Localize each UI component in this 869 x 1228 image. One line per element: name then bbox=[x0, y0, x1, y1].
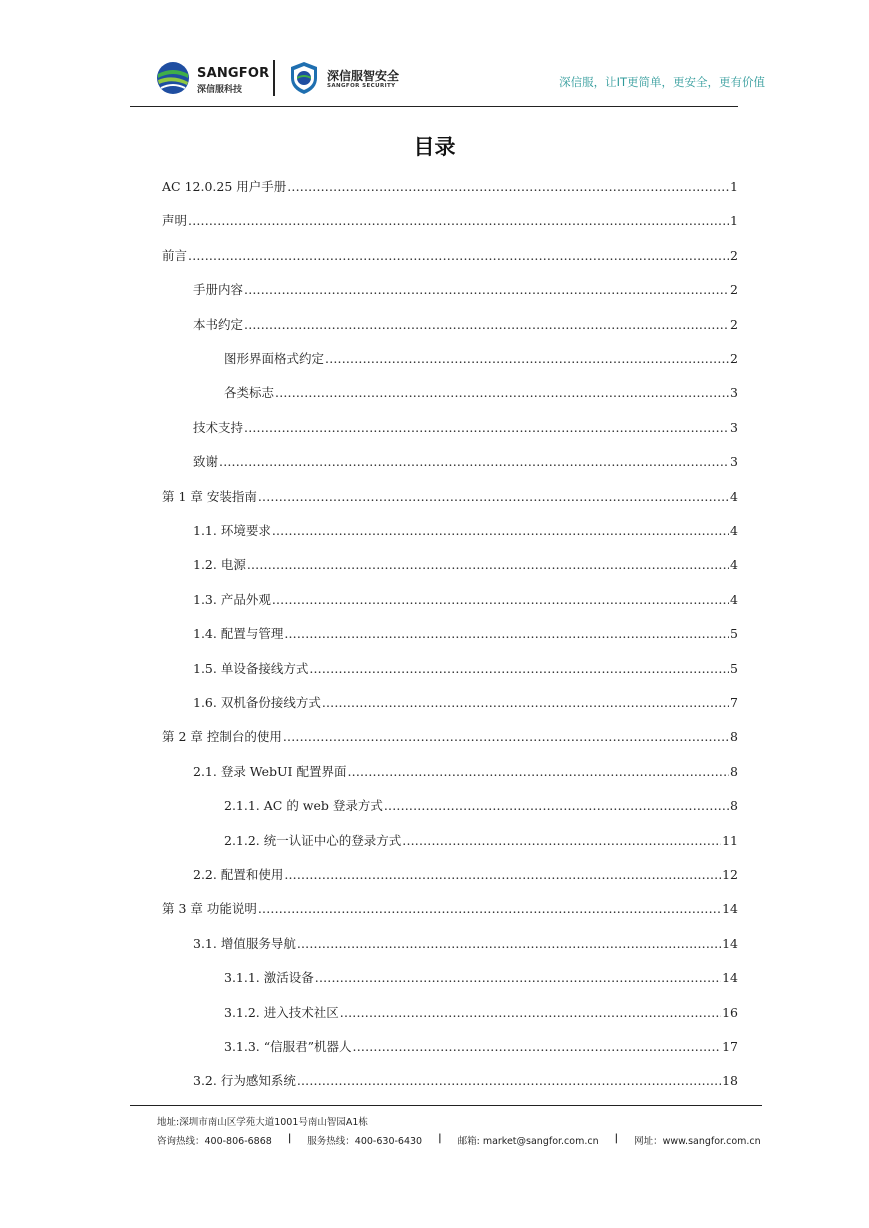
toc-entry[interactable] bbox=[193, 418, 738, 438]
toc-entry[interactable] bbox=[224, 1003, 738, 1023]
toc-page-number: 4 bbox=[730, 557, 738, 573]
toc-entry-title: 技术支持 bbox=[193, 419, 244, 435]
toc-page-number: 1 bbox=[730, 213, 738, 229]
footer-address: 地址:深圳市南山区学苑大道1001号南山智园A1栋 bbox=[157, 1117, 368, 1128]
sangfor-logo-icon bbox=[155, 60, 191, 96]
toc-entry-title: 第 3 章 功能说明 bbox=[162, 901, 257, 917]
security-brand-cn: 深信服智安全 bbox=[327, 69, 400, 83]
header-divider bbox=[273, 60, 275, 96]
toc-dot-leader bbox=[322, 695, 729, 710]
toc-page-number: 8 bbox=[730, 763, 738, 779]
security-brand-en: SANGFOR SECURITY bbox=[327, 83, 396, 89]
toc-dot-leader bbox=[247, 557, 729, 572]
footer-separator: | bbox=[438, 1133, 442, 1144]
footer-separator: | bbox=[287, 1133, 292, 1144]
toc-dot-leader bbox=[244, 317, 729, 332]
toc-page-number: 3 bbox=[730, 385, 738, 401]
toc-entry[interactable] bbox=[224, 796, 738, 816]
toc-entry-title: 致谢 bbox=[193, 454, 219, 470]
toc-entry[interactable] bbox=[193, 659, 738, 679]
toc-entry[interactable] bbox=[193, 934, 738, 954]
toc-page-number: 2 bbox=[730, 351, 738, 366]
toc-dot-leader bbox=[340, 1005, 721, 1020]
toc-dot-leader bbox=[347, 764, 729, 779]
toc-dot-leader bbox=[258, 489, 729, 504]
toc-entry-title: 手册内容 bbox=[193, 282, 244, 298]
toc-entry[interactable] bbox=[193, 693, 738, 713]
toc-page-number: 2 bbox=[730, 282, 738, 298]
toc-page-number: 1 bbox=[730, 179, 738, 194]
toc-dot-leader bbox=[315, 970, 721, 985]
toc-entry[interactable] bbox=[193, 762, 738, 782]
footer-website[interactable]: 网址：www.sangfor.com.cn bbox=[634, 1136, 761, 1147]
toc-dot-leader bbox=[297, 1073, 721, 1088]
toc-entry-title: 2.1.2. 统一认证中心的登录方式 bbox=[224, 832, 402, 848]
toc-entry[interactable] bbox=[193, 521, 738, 541]
toc-page-number: 2 bbox=[730, 316, 738, 332]
toc-page-number: 3 bbox=[730, 419, 738, 435]
toc-entry[interactable] bbox=[193, 280, 738, 300]
toc-dot-leader bbox=[219, 454, 729, 469]
brand-name-cn: 深信服科技 bbox=[197, 85, 243, 95]
toc-entry-title: 第 1 章 安装指南 bbox=[162, 488, 257, 504]
toc-entry-title: 第 2 章 控制台的使用 bbox=[162, 729, 282, 745]
security-shield-icon bbox=[289, 61, 319, 95]
toc-page-number: 14 bbox=[722, 935, 738, 951]
toc-page-number: 4 bbox=[730, 488, 738, 504]
toc-dot-leader bbox=[188, 248, 729, 263]
toc-entry-title: 图形界面格式约定 bbox=[224, 351, 325, 366]
toc-entry-title: 3.1.3. “信服君”机器人 bbox=[224, 1039, 352, 1054]
header-slogan: 深信服，让IT更简单，更安全，更有价值 bbox=[559, 75, 765, 89]
toc-dot-leader bbox=[244, 420, 729, 435]
toc-page-number: 14 bbox=[722, 901, 738, 917]
page-title: 目录 bbox=[413, 135, 456, 159]
header-rule bbox=[130, 106, 738, 107]
toc-dot-leader bbox=[284, 626, 729, 641]
toc-dot-leader bbox=[284, 867, 721, 882]
toc-entry[interactable] bbox=[224, 968, 738, 988]
toc-page-number: 8 bbox=[730, 798, 738, 814]
toc-entry[interactable] bbox=[162, 177, 738, 197]
toc-dot-leader bbox=[272, 523, 729, 538]
toc-entry[interactable] bbox=[224, 831, 738, 851]
toc-entry[interactable] bbox=[193, 555, 738, 575]
toc-dot-leader bbox=[244, 282, 729, 297]
toc-entry[interactable] bbox=[162, 246, 738, 266]
toc-dot-leader bbox=[272, 592, 729, 607]
toc-entry-title: 3.1.2. 进入技术社区 bbox=[224, 1004, 339, 1020]
toc-entry[interactable] bbox=[224, 383, 738, 403]
toc-page-number: 7 bbox=[730, 695, 738, 710]
toc-dot-leader bbox=[353, 1039, 722, 1054]
toc-entry[interactable] bbox=[224, 1037, 738, 1057]
toc-page-number: 8 bbox=[730, 729, 738, 745]
toc-entry-title: 3.1.1. 激活设备 bbox=[224, 970, 314, 986]
toc-dot-leader bbox=[258, 901, 721, 916]
toc-entry-title: 3.2. 行为感知系统 bbox=[193, 1073, 296, 1089]
toc-entry-title: 声明 bbox=[162, 213, 188, 229]
footer-service-hotline: 服务热线：400-630-6430 bbox=[307, 1136, 423, 1147]
toc-dot-leader bbox=[283, 729, 729, 744]
toc-entry[interactable] bbox=[162, 727, 738, 747]
toc-entry-title: 1.2. 电源 bbox=[193, 557, 246, 573]
toc-entry-title: 2.1.1. AC 的 web 登录方式 bbox=[224, 798, 383, 814]
toc-dot-leader bbox=[309, 661, 729, 676]
toc-entry[interactable] bbox=[162, 211, 738, 231]
toc-entry-title: 1.3. 产品外观 bbox=[193, 591, 271, 607]
toc-page-number: 16 bbox=[722, 1004, 738, 1020]
toc-entry-title: 前言 bbox=[162, 247, 188, 263]
toc-entry[interactable] bbox=[193, 315, 738, 335]
toc-entry-title: 3.1. 增值服务导航 bbox=[193, 935, 296, 951]
toc-entry-title: 各类标志 bbox=[224, 385, 275, 401]
toc-entry[interactable] bbox=[193, 624, 738, 644]
toc-page-number: 2 bbox=[730, 247, 738, 263]
toc-entry[interactable] bbox=[193, 1071, 738, 1091]
toc-entry-title: 2.2. 配置和使用 bbox=[193, 867, 284, 882]
toc-page-number: 4 bbox=[730, 523, 738, 538]
toc-dot-leader bbox=[402, 833, 721, 848]
toc-page-number: 12 bbox=[722, 867, 738, 882]
toc-page-number: 3 bbox=[730, 454, 738, 470]
footer-consult-hotline: 咨询热线：400-806-6868 bbox=[157, 1136, 272, 1147]
toc-dot-leader bbox=[287, 179, 729, 194]
footer-contacts bbox=[157, 1133, 761, 1147]
footer-separator: | bbox=[614, 1133, 619, 1144]
toc-page-number: 5 bbox=[730, 660, 738, 676]
toc-entry[interactable] bbox=[193, 865, 738, 885]
toc-dot-leader bbox=[297, 936, 721, 951]
brand-name: SANGFOR bbox=[197, 66, 270, 81]
toc-page-number: 14 bbox=[722, 970, 738, 986]
toc-entry-title: 1.5. 单设备接线方式 bbox=[193, 660, 309, 676]
toc-entry[interactable] bbox=[193, 452, 738, 472]
toc-entry-title: 1.1. 环境要求 bbox=[193, 523, 271, 538]
page-header bbox=[155, 58, 765, 100]
toc-dot-leader bbox=[325, 351, 729, 366]
footer-rule bbox=[130, 1105, 762, 1106]
toc-entry-title: 1.6. 双机备份接线方式 bbox=[193, 695, 321, 710]
toc-dot-leader bbox=[384, 798, 729, 813]
toc-entry[interactable] bbox=[193, 590, 738, 610]
toc-page-number: 4 bbox=[730, 591, 738, 607]
toc-page-number: 11 bbox=[722, 832, 738, 848]
toc-entry[interactable] bbox=[162, 487, 738, 507]
toc-dot-leader bbox=[188, 213, 729, 228]
toc-entry[interactable] bbox=[224, 349, 738, 369]
footer-email[interactable]: 邮箱: market@sangfor.com.cn bbox=[457, 1136, 599, 1147]
toc-page-number: 5 bbox=[730, 626, 738, 642]
toc-page-number: 18 bbox=[722, 1073, 738, 1089]
toc-entry-title: AC 12.0.25 用户手册 bbox=[162, 179, 287, 194]
toc-page-number: 17 bbox=[722, 1039, 738, 1054]
toc-dot-leader bbox=[275, 385, 729, 400]
toc-entry-title: 本书约定 bbox=[193, 316, 244, 332]
toc-entry-title: 1.4. 配置与管理 bbox=[193, 626, 284, 642]
toc-entry[interactable] bbox=[162, 899, 738, 919]
toc-entry-title: 2.1. 登录 WebUI 配置界面 bbox=[193, 763, 347, 779]
